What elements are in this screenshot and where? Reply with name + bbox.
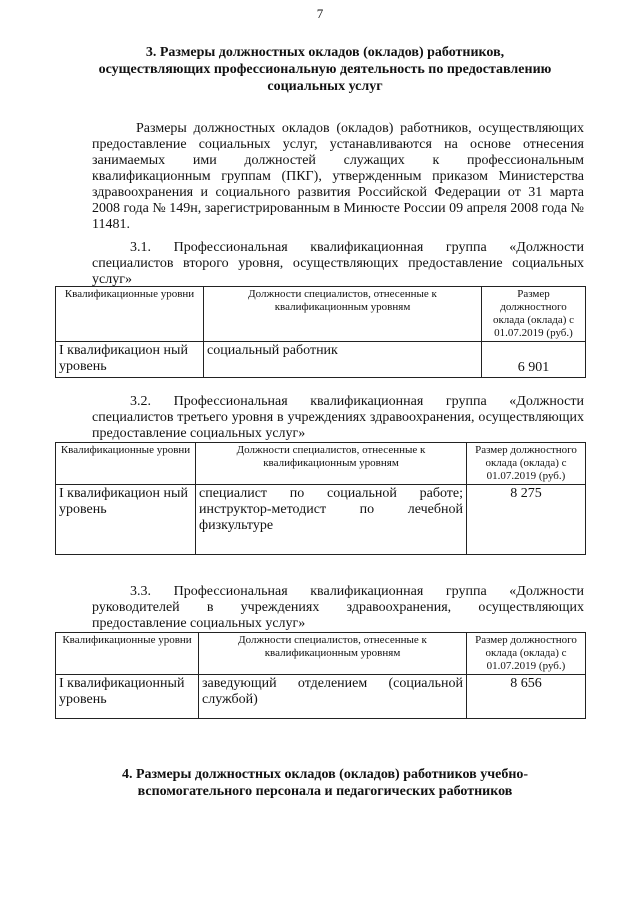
level-cell: I квалификацион ный уровень — [56, 342, 204, 378]
section-3-intro-paragraph: Размеры должностных окладов (окладов) работников, осуществляющих предоставление социальных услуг, устанавливаются на основе отнесения занимаемых ими должностей служащих к профессиональным квалификационным группам (ПКГ), утвержденным приказом Министерства здравоохранения и социального развития Российской Федерации от 31 марта 2008 года № 149н, зарегистрированным в Минюсте России 09 апреля 2008 года № 11481. — [92, 121, 584, 232]
positions-cell: заведующий отделением (социальной службой) — [199, 675, 467, 719]
table-header-row — [56, 287, 586, 342]
salary-cell: 8 275 — [467, 485, 586, 555]
table-row — [56, 485, 586, 555]
table-header-row — [56, 633, 586, 675]
table-row — [56, 675, 586, 719]
salary-cell: 6 901 — [482, 342, 586, 378]
group-3-2-table — [55, 442, 586, 555]
table-header-row — [56, 443, 586, 485]
header-levels: Квалификационные уровни — [56, 287, 204, 342]
header-levels: Квалификационные уровни — [56, 443, 196, 485]
header-salary: Размер должностного оклада (оклада) с 01.07.2019 (руб.) — [482, 287, 586, 342]
section-4-heading: 4. Размеры должностных окладов (окладов) работников учебно- вспомогательного персонала и педагогических работников — [121, 767, 529, 799]
header-positions: Должности специалистов, отнесенные к квалификационным уровням — [199, 633, 467, 675]
positions-cell: социальный работник — [204, 342, 482, 378]
group-3-1-title: 3.1. Профессиональная квалификационная группа «Должности специалистов второго уровня, осуществляющих предоставление социальных услуг» — [92, 240, 584, 287]
section-3-heading: 3. Размеры должностных окладов (окладов) работников, осуществляющих профессиональную деятельность по предоставлению социальных услуг — [98, 45, 552, 94]
group-3-3-table — [55, 632, 586, 719]
level-cell: I квалификацион ный уровень — [56, 485, 196, 555]
header-positions: Должности специалистов, отнесенные к квалификационным уровням — [204, 287, 482, 342]
header-salary: Размер должностного оклада (оклада) с 01.07.2019 (руб.) — [467, 633, 586, 675]
page-number: 7 — [316, 6, 324, 21]
header-positions: Должности специалистов, отнесенные к квалификационным уровням — [196, 443, 467, 485]
header-salary: Размер должностного оклада (оклада) с 01.07.2019 (руб.) — [467, 443, 586, 485]
group-3-3-title: 3.3. Профессиональная квалификационная группа «Должности руководителей в учреждениях здравоохранения, осуществляющих предоставление социальных услуг» — [92, 584, 584, 631]
level-cell: I квалификационный уровень — [56, 675, 199, 719]
group-3-2-title: 3.2. Профессиональная квалификационная группа «Должности специалистов третьего уровня в учреждениях здравоохранения, осуществляющих предоставление социальных услуг» — [92, 394, 584, 441]
header-levels: Квалификационные уровни — [56, 633, 199, 675]
positions-cell: специалист по социальной работе; инструктор-методист по лечебной физкультуре — [196, 485, 467, 555]
group-3-1-table — [55, 286, 586, 378]
table-row — [56, 342, 586, 378]
salary-cell: 8 656 — [467, 675, 586, 719]
